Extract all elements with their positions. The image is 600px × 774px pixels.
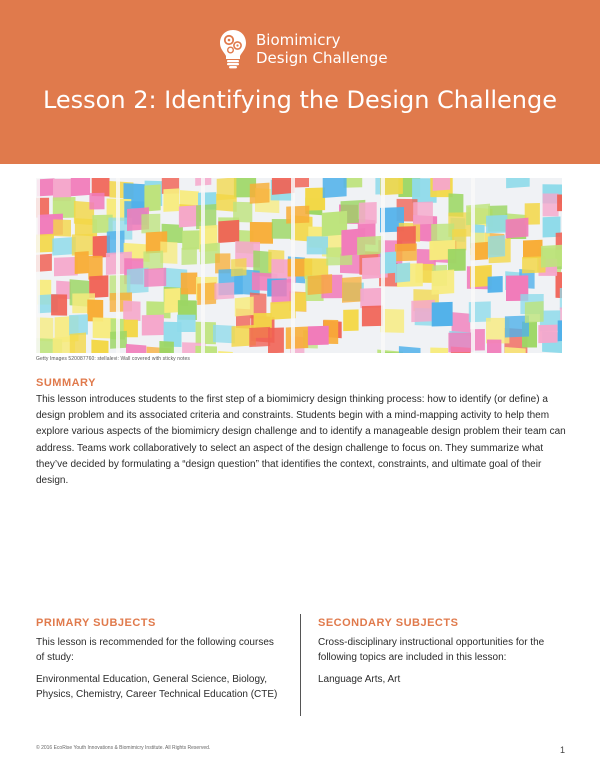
primary-subjects-intro: This lesson is recommended for the following courses of study: [36,637,274,663]
brand-logo [218,26,388,72]
summary-heading: SUMMARY [36,377,96,389]
lightbulb-gears-icon [218,28,248,70]
column-divider [300,614,301,716]
primary-subjects-list: Environmental Education, General Science, Biology, Physics, Chemistry, Career Technical Education (CTE) [36,674,278,700]
secondary-subjects-heading: SECONDARY SUBJECTS [318,617,459,629]
header-banner [0,0,600,164]
secondary-subjects-list: Language Arts, Art [318,674,401,685]
brand-line-1: Biomimicry [256,31,341,49]
brand-text [256,31,388,67]
primary-subjects-heading: PRIMARY SUBJECTS [36,617,156,629]
page-number: 1 [560,745,566,755]
photo-caption: Getty Images 520087760: stellalevi: Wall covered with sticky notes [36,356,190,362]
sticky-notes-photo [36,178,562,353]
sticky-notes-image [36,178,562,353]
footer-copyright: © 2016 EcoRise Youth Innovations & Biomimicry Institute. All Rights Reserved. [36,745,211,751]
secondary-subjects-intro: Cross-disciplinary instructional opportunities for the following topics are included in this lesson: [318,637,545,663]
lesson-title: Lesson 2: Identifying the Design Challenge [42,86,558,114]
summary-text: This lesson introduces students to the first step of a biomimicry design thinking process: how to identify (or define) a design problem and its associated criteria and constraints. Students begin with a mind-mapping activity to help them explore various aspects of the biomimicry design challenge and to identify a manageable design problem their team can address. Teams work collaboratively to select an aspect of the design challenge to focus on. They summarize what they’ve decided by formulating a “design question” that identifies the context, constraints, and ultimate goal of their design. [36,394,566,487]
brand-line-2: Design Challenge [256,49,388,67]
